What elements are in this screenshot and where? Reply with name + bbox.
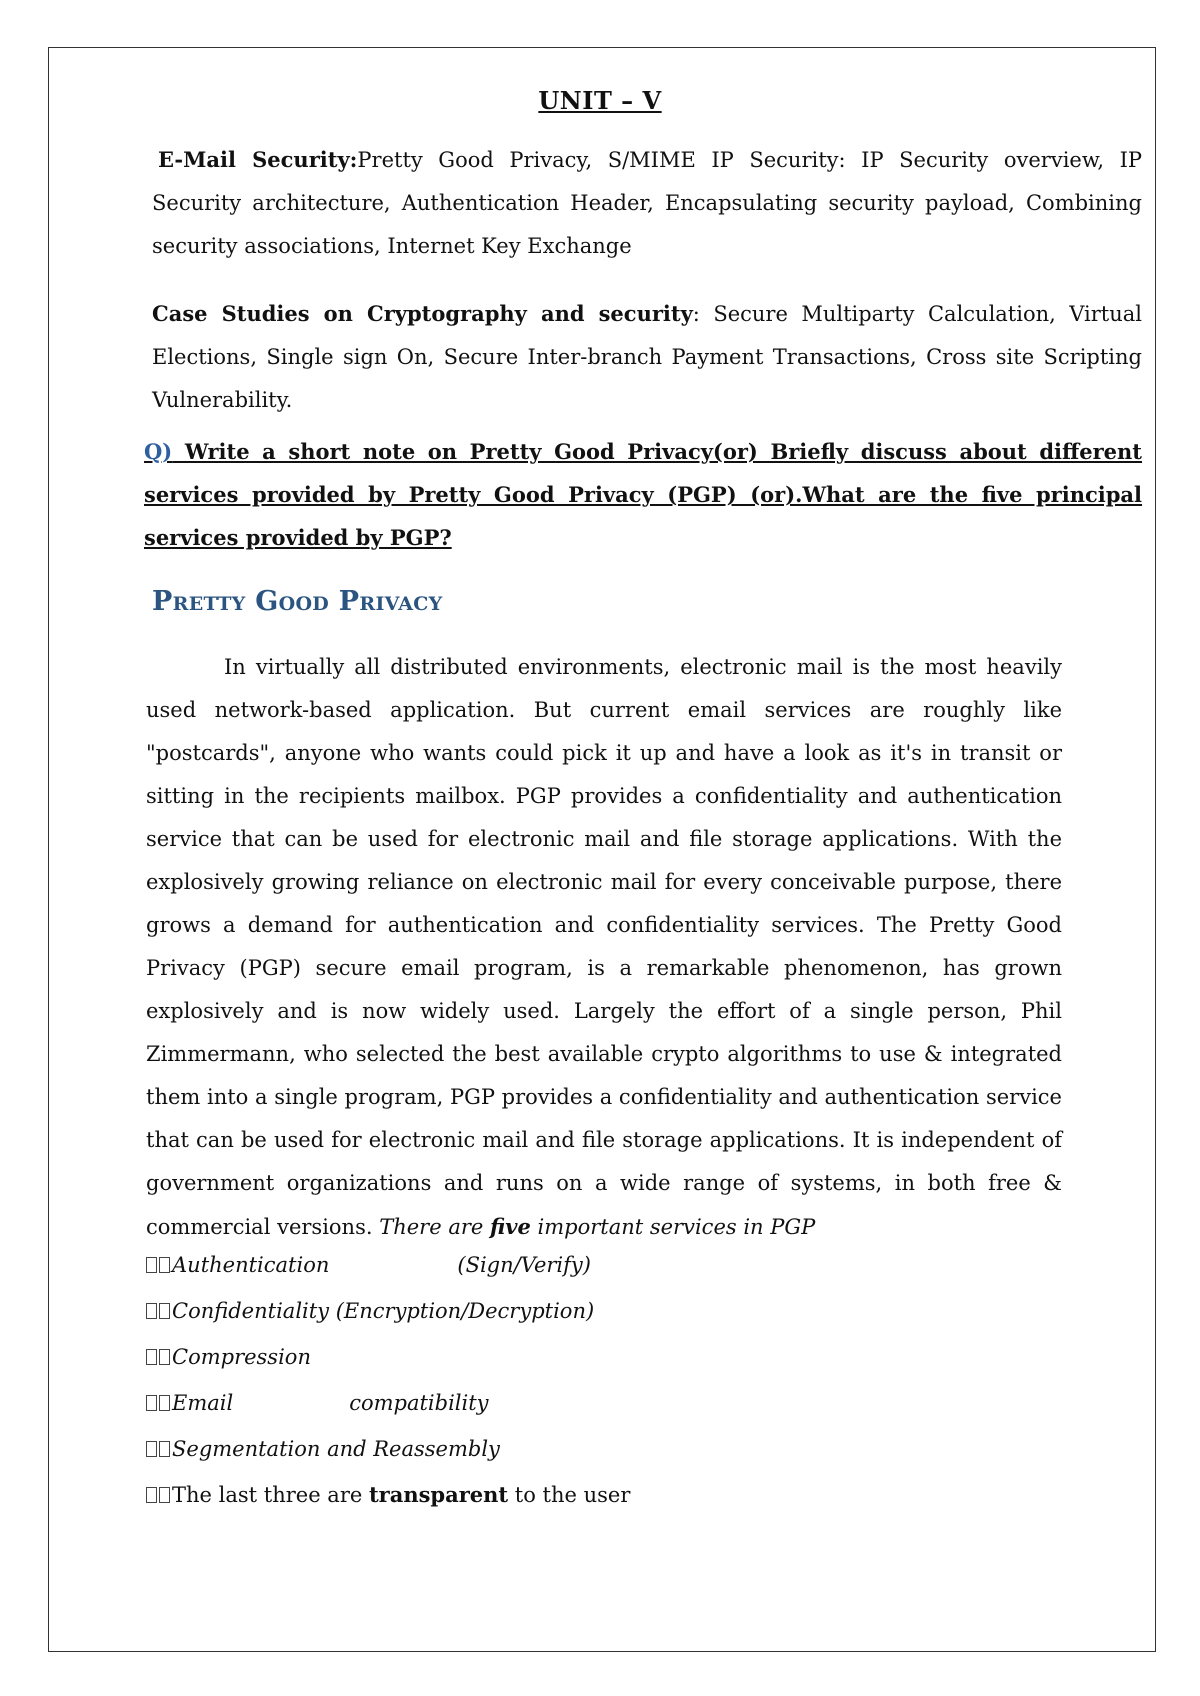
services-intro-end: important services in PGP (530, 1215, 816, 1239)
last-line-end: to the user (508, 1483, 631, 1507)
list-item (146, 1472, 946, 1518)
last-line-start: The last three are (172, 1483, 369, 1507)
list-item (146, 1380, 946, 1426)
list-item (146, 1426, 946, 1472)
unit-title: UNIT – V (538, 86, 662, 115)
services-intro-part: There are (379, 1215, 490, 1239)
last-line-bold: transparent (368, 1482, 509, 1507)
service-name: Email (172, 1391, 234, 1415)
service-name: Confidentiality (Encryption/Decryption) (172, 1299, 595, 1323)
service-detail: compatibility (349, 1391, 489, 1415)
missing-glyph-icon (159, 1395, 170, 1411)
missing-glyph-icon (159, 1487, 170, 1503)
list-item (146, 1334, 946, 1380)
services-count: five (489, 1214, 531, 1239)
email-security-topics: Pretty Good Privacy, S/MIME IP Security: IP Security overview, IP Security architecture, Authentication Header, Encapsulating security payload, Combining security associations, Internet Key Exchange (152, 148, 1142, 258)
service-detail: (Sign/Verify) (457, 1253, 591, 1277)
service-name: Compression (172, 1345, 311, 1369)
services-intro (379, 1215, 815, 1239)
question-text: Write a short note on Pretty Good Privacy(or) Briefly discuss about different services provided by Pretty Good Privacy (PGP) (or).What are the five principal services provided by PGP? (144, 439, 1142, 550)
email-security-label: E-Mail Security: (158, 147, 358, 172)
paragraph-text: In virtually all distributed environments, electronic mail is the most heavily used network-based application. But current email services are roughly like "postcards", anyone who wants could pick it up and have a look as it's in transit or sitting in the recipients mailbox. PGP provides a confidentiality and authentication service that can be used for electronic mail and file storage applications. With the explosively growing reliance on electronic mail for every conceivable purpose, there grows a demand for authentication and confidentiality services. The Pretty Good Privacy (PGP) secure email program, is a remarkable phenomenon, has grown explosively and is now widely used. Largely the effort of a single person, Phil Zimmermann, who selected the best available crypto algorithms to use & integrated them into a single program, PGP provides a confidentiality and authentication service that can be used for electronic mail and file storage applications. It is independent of government organizations and runs on a wide range of systems, in both free & commercial versions. (146, 655, 1062, 1239)
question (144, 430, 1142, 559)
case-studies-label: Case Studies on Cryptography and security (152, 301, 693, 326)
missing-glyph-icon (159, 1441, 170, 1457)
missing-glyph-icon (146, 1487, 157, 1503)
missing-glyph-icon (159, 1303, 170, 1319)
syllabus-case-studies (152, 292, 1142, 422)
missing-glyph-icon (146, 1303, 157, 1319)
case-studies-topics: : Secure Multiparty Calculation, Virtual Elections, Single sign On, Secure Inter-branch Payment Transactions, Cross site Scripting Vulnerability. (152, 302, 1143, 412)
body-paragraph (146, 646, 1062, 1249)
syllabus-email-security (152, 138, 1142, 268)
services-list (146, 1242, 946, 1518)
service-name: Segmentation and Reassembly (172, 1437, 500, 1461)
missing-glyph-icon (159, 1349, 170, 1365)
question-label: Q) (144, 439, 173, 464)
missing-glyph-icon (146, 1257, 157, 1273)
list-item (146, 1242, 946, 1288)
missing-glyph-icon (146, 1349, 157, 1365)
section-heading: Pretty Good Privacy (152, 586, 443, 617)
missing-glyph-icon (159, 1257, 170, 1273)
list-item (146, 1288, 946, 1334)
service-name: Authentication (172, 1253, 330, 1277)
missing-glyph-icon (146, 1441, 157, 1457)
missing-glyph-icon (146, 1395, 157, 1411)
